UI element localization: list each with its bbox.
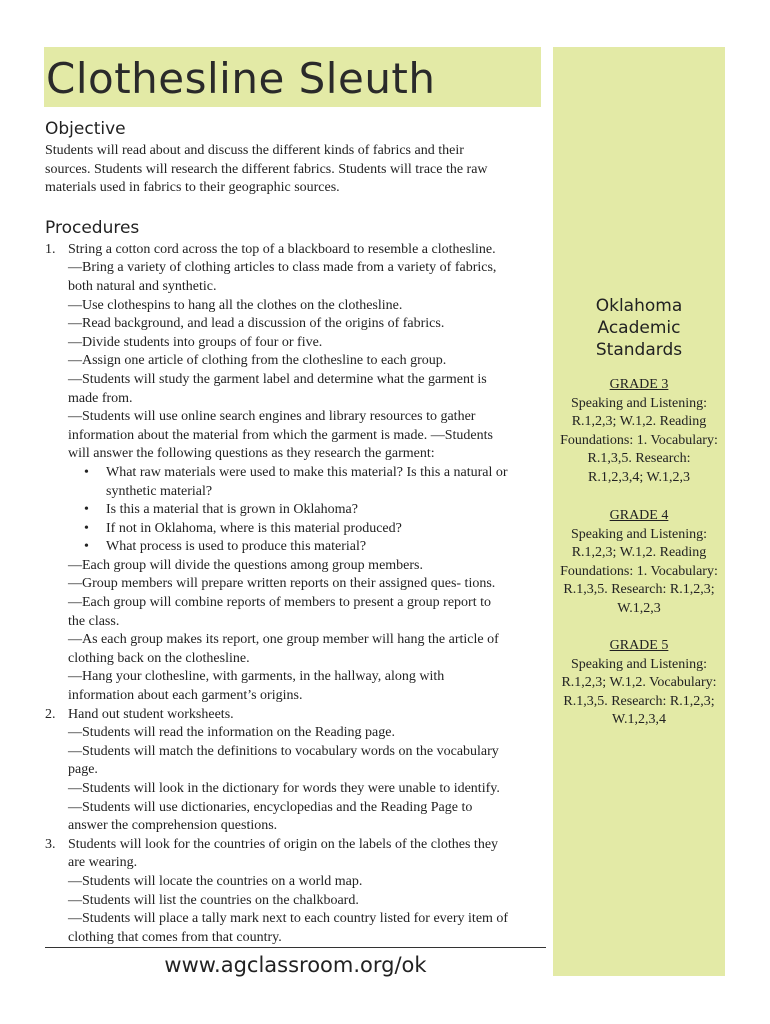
procedure-line [45, 297, 545, 316]
procedure-line [45, 761, 545, 780]
standard-line: Foundations: 1. Vocabulary: [560, 432, 718, 448]
procedure-text: —Students will look in the dictionary for words they were unable to identify. [68, 781, 500, 796]
procedure-line [45, 557, 545, 576]
step-number: 3. [45, 836, 56, 852]
procedure-line [45, 854, 545, 873]
procedure-text: —Each group will divide the questions among group members. [68, 557, 423, 573]
standards-heading [553, 295, 725, 361]
bullet-marker: • [84, 539, 89, 555]
standard-line: R.1,2,3; W.1,2. Vocabulary: [561, 675, 717, 691]
grade-3-standards [553, 376, 725, 488]
standard-line: R.1,3,5. Research: R.1,2,3; [563, 582, 715, 598]
procedure-line [45, 278, 545, 297]
procedure-text: will answer the following questions as they research the garment: [68, 446, 435, 462]
step-number: 2. [45, 706, 56, 722]
step-number: 1. [45, 241, 56, 257]
objective-line: sources. Students will research the different fabrics. Students will trace the raw [45, 161, 488, 177]
question-bullet-item [45, 538, 545, 557]
standard-line: W.1,2,3 [617, 600, 661, 616]
procedure-line [45, 892, 545, 911]
procedure-line [45, 352, 545, 371]
procedure-line [45, 743, 545, 762]
procedure-text: String a cotton cord across the top of a blackboard to resemble a clothesline. [68, 241, 496, 257]
procedure-text: —As each group makes its report, one group member will hang the article of [68, 632, 499, 648]
footer-divider [45, 947, 546, 948]
procedure-line [45, 799, 545, 818]
procedure-text: made from. [68, 390, 133, 406]
grade-4-standards [553, 507, 725, 619]
bullet-marker: • [84, 502, 89, 518]
procedure-text: —Students will place a tally mark next to each country listed for every item of [68, 911, 509, 927]
procedure-text: —Students will read the information on the Reading page. [68, 725, 395, 741]
procedure-line [45, 650, 545, 669]
procedure-line [45, 371, 545, 390]
procedure-step [45, 241, 545, 260]
objective-line: Students will read about and discuss the different kinds of fabrics and their [45, 143, 464, 158]
procedure-text: information about the material from which the garment is made. —Students [68, 427, 493, 443]
question-bullet-item [45, 464, 545, 483]
standard-line: R.1,2,3; W.1,2. Reading [571, 414, 707, 430]
procedure-text: —Hang your clothesline, with garments, in the hallway, along with [68, 669, 445, 685]
grade-title: GRADE 3 [609, 377, 669, 392]
procedure-line [45, 427, 545, 446]
procedure-text: If not in Oklahoma, where is this material produced? [106, 520, 402, 536]
procedure-line [45, 910, 545, 929]
procedure-line [45, 929, 545, 948]
standards-heading-line: Academic [597, 318, 681, 338]
question-bullet-item [45, 520, 545, 539]
question-bullet-item [45, 501, 545, 520]
procedure-text: What process is used to produce this material? [106, 539, 367, 555]
procedure-line [45, 631, 545, 650]
standards-heading-line: Oklahoma [595, 296, 683, 316]
procedure-text: —Group members will prepare written reports on their assigned ques- tions. [68, 576, 496, 592]
title-banner [44, 47, 541, 107]
procedure-text: —Students will locate the countries on a world map. [68, 873, 363, 889]
procedure-text: —Divide students into groups of four or five. [68, 334, 323, 350]
footer-url[interactable]: www.agclassroom.org/ok [164, 953, 427, 977]
standard-line: Speaking and Listening: [570, 526, 708, 542]
standards-sidebar [553, 47, 725, 976]
procedure-line [45, 315, 545, 334]
procedure-text: —Students will match the definitions to vocabulary words on the vocabulary [68, 743, 499, 759]
procedure-line [45, 613, 545, 632]
procedure-text: —Students will list the countries on the chalkboard. [68, 892, 359, 908]
procedure-text: —Students will use dictionaries, encyclopedias and the Reading Page to [68, 799, 473, 815]
procedure-text: answer the comprehension questions. [68, 818, 278, 834]
procedure-text: —Students will study the garment label and determine what the garment is [68, 371, 487, 387]
procedure-line [45, 873, 545, 892]
procedure-text: information about each garment’s origins. [68, 688, 303, 704]
standard-line: R.1,2,3; W.1,2. Reading [571, 545, 707, 561]
procedure-line [45, 334, 545, 353]
standard-line: R.1,3,5. Research: [587, 451, 691, 467]
page-title: Clothesline Sleuth [46, 54, 436, 103]
procedure-text: —Read background, and lead a discussion of the origins of fabrics. [68, 316, 445, 332]
standard-line: Foundations: 1. Vocabulary: [560, 563, 718, 579]
standard-line: W.1,2,3,4 [612, 712, 666, 728]
procedure-line [45, 724, 545, 743]
procedure-text: are wearing. [68, 855, 138, 871]
bullet-marker: • [84, 464, 89, 480]
standard-line: R.1,3,5. Research: R.1,2,3; [563, 693, 715, 709]
standard-line: R.1,2,3,4; W.1,2,3 [588, 469, 690, 485]
procedure-text: —Assign one article of clothing from the clothesline to each group. [68, 353, 447, 369]
procedure-text: Students will look for the countries of origin on the labels of the clothes they [68, 836, 499, 852]
procedure-text: Is this a material that is grown in Oklahoma? [106, 502, 358, 518]
objective-line: materials used in fabrics to their geographic sources. [45, 180, 340, 196]
procedure-text: Hand out student worksheets. [68, 706, 234, 722]
objective-text [45, 142, 545, 198]
main-content [45, 118, 545, 947]
procedure-line [45, 259, 545, 278]
grade-title: GRADE 4 [609, 508, 669, 523]
procedure-text: page. [68, 762, 98, 778]
procedure-text: synthetic material? [106, 483, 213, 499]
procedure-text: clothing that comes from that country. [68, 929, 282, 945]
standard-line: Speaking and Listening: [570, 656, 708, 672]
procedures-heading: Procedures [45, 217, 140, 238]
question-bullet-continuation [45, 483, 545, 502]
procedure-text: —Students will use online search engines and library resources to gather [68, 409, 476, 425]
procedure-step [45, 836, 545, 855]
procedure-line [45, 445, 545, 464]
grade-5-standards [553, 637, 725, 730]
grade-title: GRADE 5 [609, 638, 669, 653]
procedure-step [45, 706, 545, 725]
procedure-line [45, 408, 545, 427]
procedure-line [45, 594, 545, 613]
procedure-text: —Each group will combine reports of members to present a group report to [68, 595, 491, 611]
standards-heading-line: Standards [595, 340, 683, 360]
procedure-text: the class. [68, 613, 120, 629]
procedure-text: clothing back on the clothesline. [68, 650, 250, 666]
procedure-line [45, 780, 545, 799]
bullet-marker: • [84, 520, 89, 536]
procedure-text: —Bring a variety of clothing articles to class made from a variety of fabrics, [68, 260, 497, 276]
procedures-list [45, 241, 545, 948]
objective-heading: Objective [45, 119, 126, 139]
procedure-line [45, 575, 545, 594]
procedure-line [45, 668, 545, 687]
procedure-line [45, 687, 545, 706]
procedure-line [45, 817, 545, 836]
procedure-text: —Use clothespins to hang all the clothes on the clothesline. [68, 297, 403, 313]
procedure-text: both natural and synthetic. [68, 278, 217, 294]
standard-line: Speaking and Listening: [570, 395, 708, 411]
procedure-line [45, 390, 545, 409]
procedure-text: What raw materials were used to make this material? Is this a natural or [106, 464, 508, 480]
